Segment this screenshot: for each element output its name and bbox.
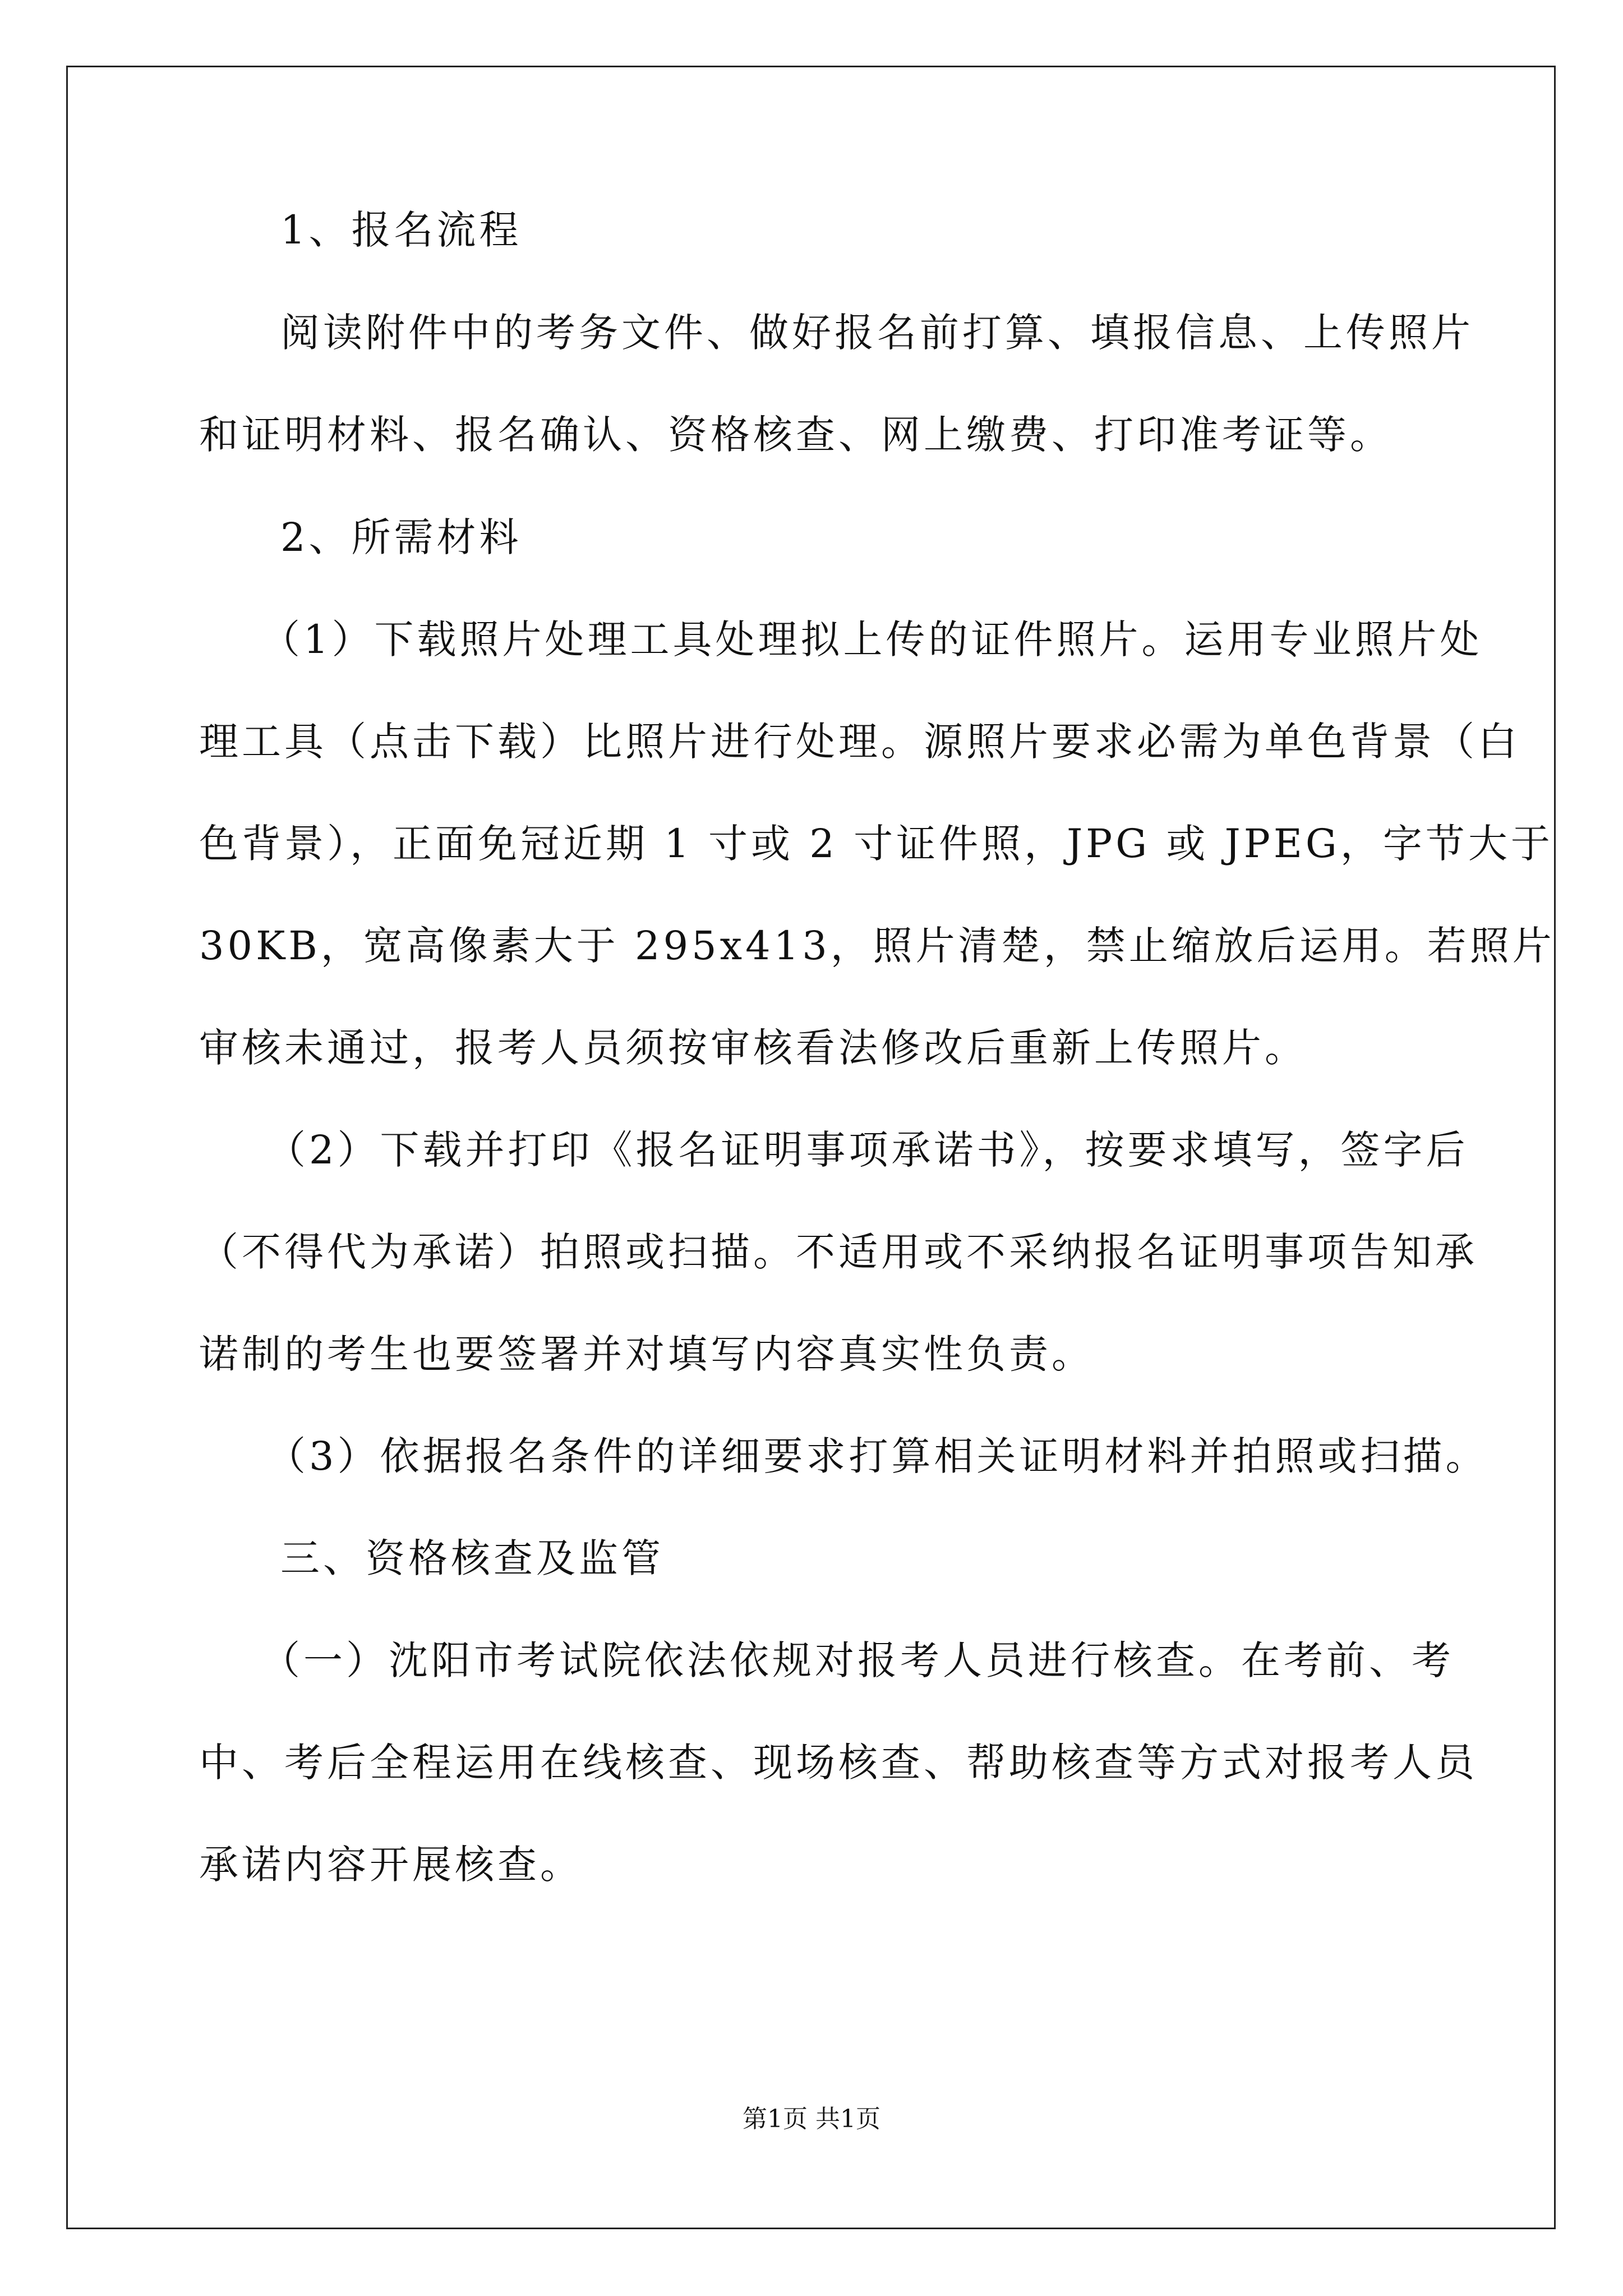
heading-registration-process: 1、报名流程	[280, 207, 522, 253]
paragraph-line: 中、考后全程运用在线核查、现场核查、帮助核查等方式对报考人员	[199, 1740, 1478, 1786]
paragraph-line: 色背景），正面免冠近期 1 寸或 2 寸证件照，JPG 或 JPEG，字节大于	[199, 821, 1553, 867]
paragraph-line: 诺制的考生也要签署并对填写内容真实性负责。	[199, 1331, 1094, 1377]
paragraph-line: （1）下载照片处理工具处理拟上传的证件照片。运用专业照片处	[261, 616, 1483, 662]
paragraph-line: 30KB，宽高像素大于 295x413，照片清楚，禁止缩放后运用。若照片	[199, 923, 1555, 969]
paragraph-line: 承诺内容开展核查。	[199, 1842, 583, 1888]
paragraph-line: （2）下载并打印《报名证明事项承诺书》，按要求填写，签字后	[266, 1127, 1469, 1173]
page-footer: 第1页 共1页	[743, 2105, 880, 2133]
paragraph-line: 阅读附件中的考务文件、做好报名前打算、填报信息、上传照片	[280, 310, 1474, 356]
heading-qualification-check: 三、资格核查及监管	[280, 1535, 664, 1581]
paragraph-line: 理工具（点击下载）比照片进行处理。源照片要求必需为单色背景（白	[199, 719, 1520, 765]
paragraph-line: （一）沈阳市考试院依法依规对报考人员进行核查。在考前、考	[261, 1637, 1454, 1683]
paragraph-line: （3）依据报名条件的详细要求打算相关证明材料并拍照或扫描。	[266, 1433, 1488, 1479]
paragraph-line: 审核未通过，报考人员须按审核看法修改后重新上传照片。	[199, 1025, 1307, 1071]
paragraph-line: 和证明材料、报名确认、资格核查、网上缴费、打印准考证等。	[199, 412, 1393, 458]
paragraph-line: （不得代为承诺）拍照或扫描。不适用或不采纳报名证明事项告知承	[199, 1229, 1478, 1275]
heading-required-materials: 2、所需材料	[280, 514, 522, 560]
